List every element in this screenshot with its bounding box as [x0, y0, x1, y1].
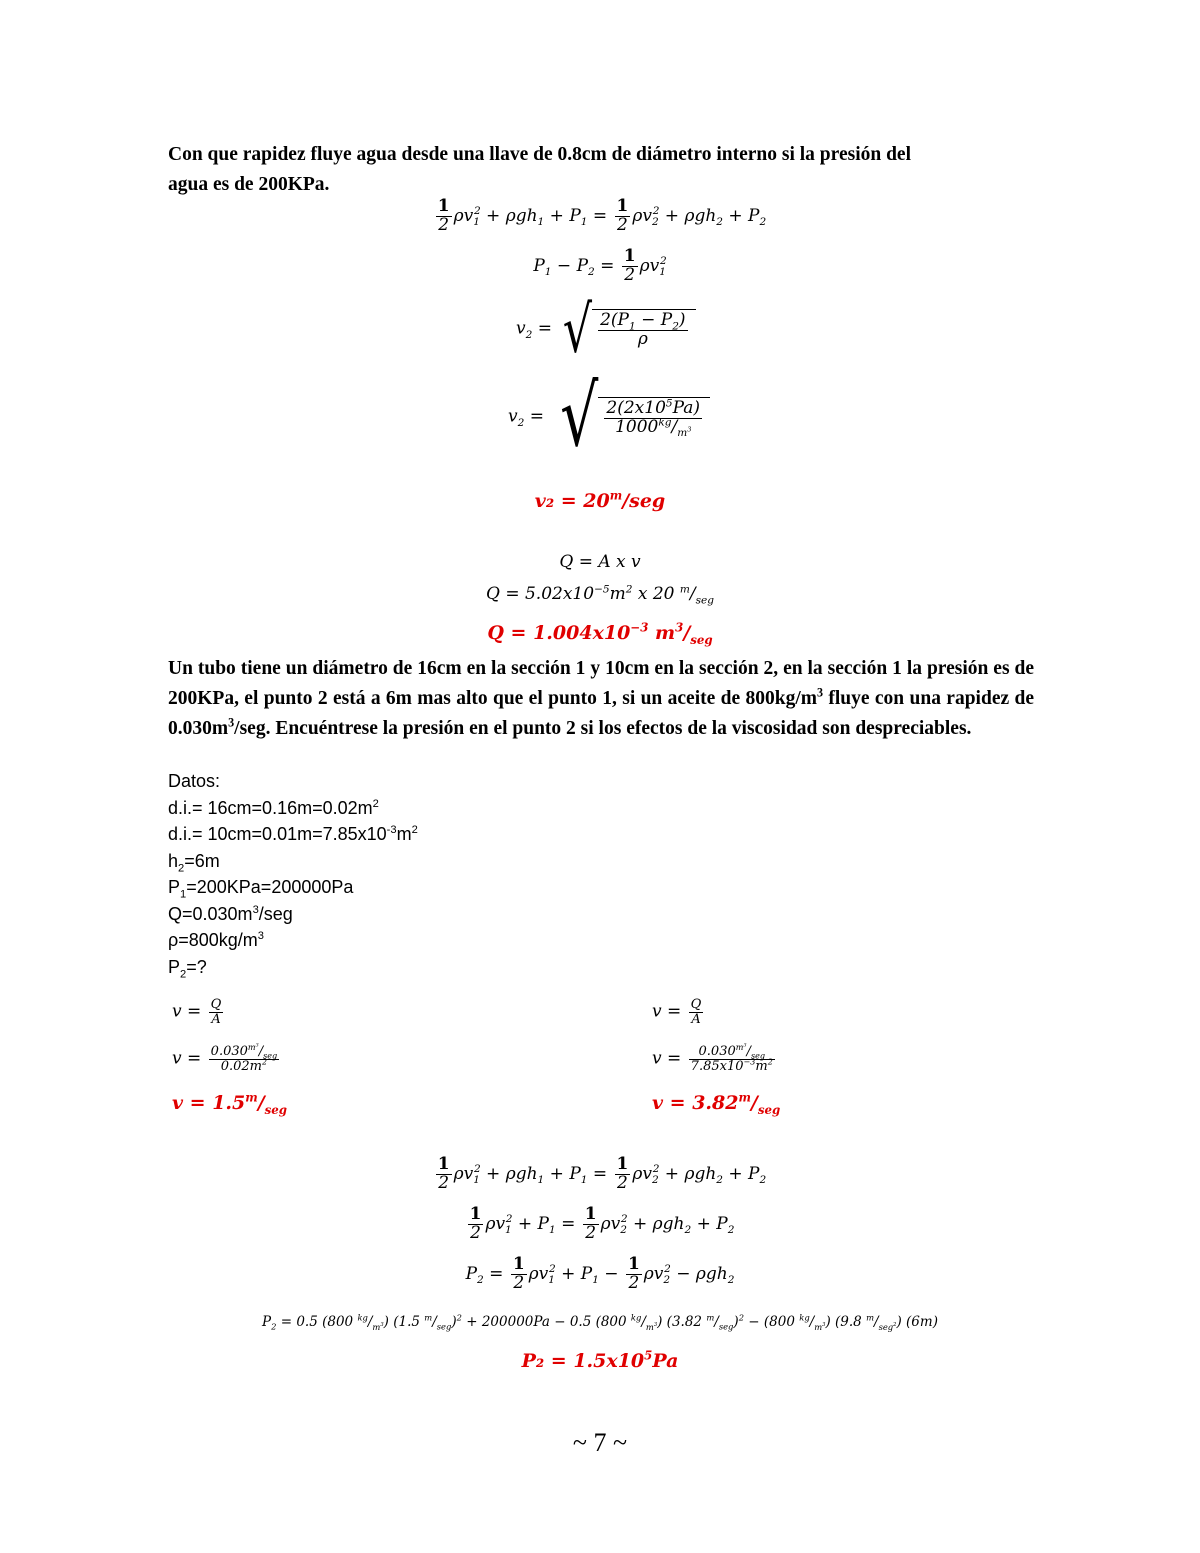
flow-equation: Q = A x v [559, 552, 641, 572]
problem-2-statement: Un tubo tiene un diámetro de 16cm en la sección 1 y 10cm en la sección 2, en la sección 1 la presión es de 200KPa, el punto 2 está a 6m mas alto que el punto 1, si un aceite de $800kg/m^3$ fluye con una rapidez de $0.030m^3$/seg. Encuéntrese la presión en el punto 2 si los efectos de la viscosidad son despreciables. [168, 658, 1034, 739]
velocity-formula: $v_2$ = √ $\frac{2(P_1 - P_2)}{\rho}$ [516, 302, 696, 356]
problem-1-line-1: Con que rapidez fluye agua desde una llave de 0.8cm de diámetro interno si la presión del [168, 144, 912, 165]
velocity-result-value: v₂ = 20 [534, 490, 610, 512]
bernoulli-simplified: $\frac{1}{2}$ $\rho v_1^2 + P_1$ = $\frac{1}{2}$ $\rho v_2^2 + \rho gh_2 + P_2$ [469, 1204, 735, 1243]
page-number: ~ 7 ~ [572, 1428, 628, 1457]
problem-1-statement [168, 140, 1034, 200]
velocity-result: $v_2 = 20^m$/seg [534, 488, 666, 512]
velocity-right-result: $v = 3.82^m/_{seg}$ [652, 1090, 781, 1117]
pressure-2-substitution: $P_2 = 0.5$ (800 $^{kg}/_{m^3}$) (1.5 $^m/_{seg})^2 + 200000Pa - 0.5$ (800 $^{kg}/_{m^3}$) (3.82 $^m/_{seg})^2 - (800$ $^{kg}/_{m^3}$) (9.8 $^m/_{seg^2}$) (6m) [262, 1312, 938, 1332]
datos-heading: Datos: [168, 771, 221, 791]
problem-2-tail: fluye con una rapidez de 0.030m [168, 688, 1034, 739]
datos-flow: $Q=0.030m^3$/seg [168, 903, 293, 924]
datos-diameter-1: $d.i.= 16cm=0.16m=0.02m^2$ [168, 797, 379, 818]
flow-substitution: $Q = 5.02x10^{-5}m^2$ x 20 $^m/_{seg}$ [485, 583, 714, 607]
datos-height: $h_2=6m$ [168, 850, 220, 875]
bernoulli-equation-2: $\frac{1}{2}$ $\rho v_1^2 + \rho gh_1 + P_1$ = $\frac{1}{2}$ $\rho v_2^2 + \rho gh_2 + P_2$ [437, 1154, 767, 1193]
velocity-left-value: v = 1.5 [172, 1092, 246, 1114]
pressure-2-result [0, 1350, 1200, 1372]
datos-diameter-2: $d.i.= 10cm=0.01m=7.85x10^{-3}m^2$ [168, 824, 418, 844]
flow-result-value: Q = 1.004x10 [487, 622, 631, 644]
velocity-result-denominator: seg [629, 490, 666, 512]
pressure-2-exponent: 5 [644, 1348, 653, 1363]
pressure-2-formula: $P_2$ = $\frac{1}{2}$ $\rho v_1^2 + P_1$ − $\frac{1}{2}$ $\rho v_2^2 - \rho gh_2$ [465, 1254, 735, 1293]
velocity-right-value: v = 3.82 [652, 1092, 739, 1114]
datos-pressure-1: $P_1=200KPa=200000Pa$ [168, 877, 354, 901]
velocity-left-formula: v = $\frac{Q}{A}$ [172, 997, 222, 1027]
pressure-difference-equation: $P_1 - P_2$ = $\frac{1}{2}$ $\rho v_1^2$ [533, 246, 667, 285]
datos-pressure-2: $P_2=$? [168, 956, 207, 981]
datos-list [168, 768, 418, 980]
flow-result-exponent: −3 [630, 620, 649, 635]
bernoulli-equation-1: $\frac{1}{2}$ $\rho v_1^2 + \rho gh_1 + P_1$ = $\frac{1}{2}$ $\rho v_2^2 + \rho gh_2 + P_2$ [437, 196, 767, 235]
velocity-left-result: $v = 1.5^m/_{seg}$ [172, 1090, 287, 1117]
velocity-right-substitution: v = $\frac{0.030^{m^3}/_{seg}}{7.85x10^{-3}m^2}$ [652, 1042, 773, 1074]
datos-density: $\rho=800kg/m^3$ [168, 930, 265, 950]
problem-1-line-2: agua es de 200KPa. [168, 174, 330, 195]
velocity-substitution: $v_2$ = √ $\frac{2(2x10^5Pa)}{1000^{kg}/_{m^3}}$ [508, 382, 710, 452]
velocity-right-formula: v = $\frac{Q}{A}$ [652, 997, 702, 1027]
velocity-left-substitution: v = $\frac{0.030^{m^3}/_{seg}}{0.02m^2}$ [172, 1042, 278, 1074]
pressure-2-unit: Pa [652, 1350, 679, 1372]
flow-result: $Q = 1.004x10^{-3}$ $m^3/_{seg}$ [487, 620, 713, 647]
velocity-result-unit: m [609, 488, 623, 503]
problem-2-end: /seg. Encuéntrese la presión en el punto 2 si los efectos de la viscosidad son despreciables. [234, 718, 972, 739]
flow-result-unit: m [655, 622, 676, 644]
pressure-2-value: P₂ = 1.5x10 [521, 1350, 645, 1372]
problem-2-text: Un tubo tiene un diámetro de 16cm en la sección 1 y 10cm en la sección 2, en la sección 1 la presión es de 200KPa, el punto 2 está a 6m mas alto que el punto 1, si un aceite de 800kg/m [168, 658, 1034, 709]
